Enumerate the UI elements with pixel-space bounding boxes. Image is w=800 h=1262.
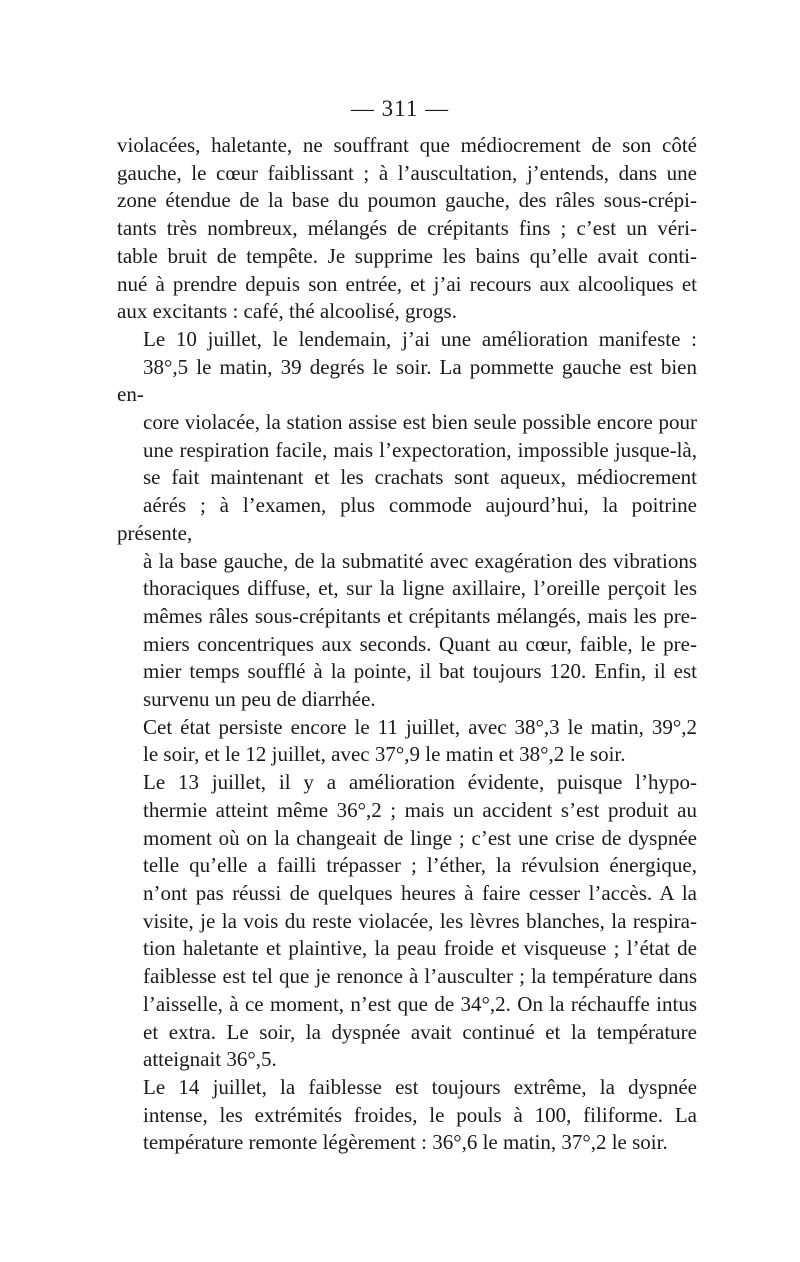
text-line: l’aisselle, à ce moment, n’est que de 34°,2. On la réchauffe intus	[143, 991, 697, 1016]
text-line: core violacée, la station assise est bien seule possible encore pour	[143, 410, 697, 435]
body-text	[117, 132, 697, 1157]
paragraph	[117, 326, 697, 714]
text-line: mier temps soufflé à la pointe, il bat toujours 120. Enfin, il est	[143, 659, 697, 684]
text-line: thoraciques diffuse, et, sur la ligne axillaire, l’oreille perçoit les	[143, 576, 697, 601]
page-number: — 311 —	[350, 96, 450, 121]
text-line: à la base gauche, de la submatité avec exagération des vibrations	[143, 548, 697, 573]
paragraph	[117, 714, 697, 769]
text-line: table bruit de tempête. Je supprime les bains qu’elle avait conti-	[117, 243, 697, 268]
text-line: aux excitants : café, thé alcoolisé, grogs.	[117, 299, 457, 324]
text-line: nué à prendre depuis son entrée, et j’ai recours aux alcooliques et	[117, 271, 697, 296]
text-line: Le 13 juillet, il y a amélioration évidente, puisque l’hypo-	[143, 770, 697, 795]
text-line: se fait maintenant et les crachats sont aqueux, médiocrement	[143, 465, 697, 490]
paragraph	[117, 769, 697, 1074]
text-line: survenu un peu de diarrhée.	[143, 687, 376, 712]
text-line: mêmes râles sous-crépitants et crépitants mélangés, mais les pre-	[143, 603, 697, 628]
text-line: tion haletante et plaintive, la peau froide et visqueuse ; l’état de	[143, 936, 697, 961]
text-line: Le 10 juillet, le lendemain, j’ai une amélioration manifeste :	[143, 326, 697, 351]
text-line: visite, je la vois du reste violacée, les lèvres blanches, la respira-	[143, 908, 697, 933]
text-line: et extra. Le soir, la dyspnée avait continué et la température	[143, 1019, 697, 1044]
paragraph	[117, 1074, 697, 1157]
text-line: miers concentriques aux seconds. Quant au cœur, faible, le pre-	[143, 631, 697, 656]
text-line: intense, les extrémités froides, le pouls à 100, filiforme. La	[143, 1102, 697, 1127]
text-line: moment où on la changeait de linge ; c’est une crise de dyspnée	[143, 825, 697, 850]
text-line: violacées, haletante, ne souffrant que médiocrement de son côté	[117, 133, 697, 157]
text-line: 38°,5 le matin, 39 degrés le soir. La pommette gauche est bien en-	[117, 354, 697, 407]
paragraph	[117, 132, 697, 326]
text-line: une respiration facile, mais l’expectoration, impossible jusque-là,	[143, 437, 697, 462]
text-line: zone étendue de la base du poumon gauche, des râles sous-crépi-	[117, 188, 697, 213]
text-line: tants très nombreux, mélangés de crépitants fins ; c’est un véri-	[117, 216, 697, 241]
text-line: n’ont pas réussi de quelques heures à faire cesser l’accès. A la	[143, 880, 697, 905]
text-line: faiblesse est tel que je renonce à l’ausculter ; la température dans	[143, 964, 697, 989]
text-line: Cet état persiste encore le 11 juillet, avec 38°,3 le matin, 39°,2	[143, 714, 697, 739]
text-line: le soir, et le 12 juillet, avec 37°,9 le matin et 38°,2 le soir.	[143, 742, 626, 767]
text-line: thermie atteint même 36°,2 ; mais un accident s’est produit au	[143, 797, 697, 822]
text-line: aérés ; à l’examen, plus commode aujourd’hui, la poitrine présente,	[117, 493, 697, 545]
text-line: Le 14 juillet, la faiblesse est toujours extrême, la dyspnée	[143, 1074, 697, 1099]
text-line: gauche, le cœur faiblissant ; à l’auscultation, j’entends, dans une	[117, 160, 697, 185]
text-line: telle qu’elle a failli trépasser ; l’éther, la révulsion énergique,	[143, 853, 697, 878]
text-line: atteignait 36°,5.	[143, 1047, 277, 1072]
text-line: température remonte légèrement : 36°,6 le matin, 37°,2 le soir.	[143, 1130, 668, 1155]
